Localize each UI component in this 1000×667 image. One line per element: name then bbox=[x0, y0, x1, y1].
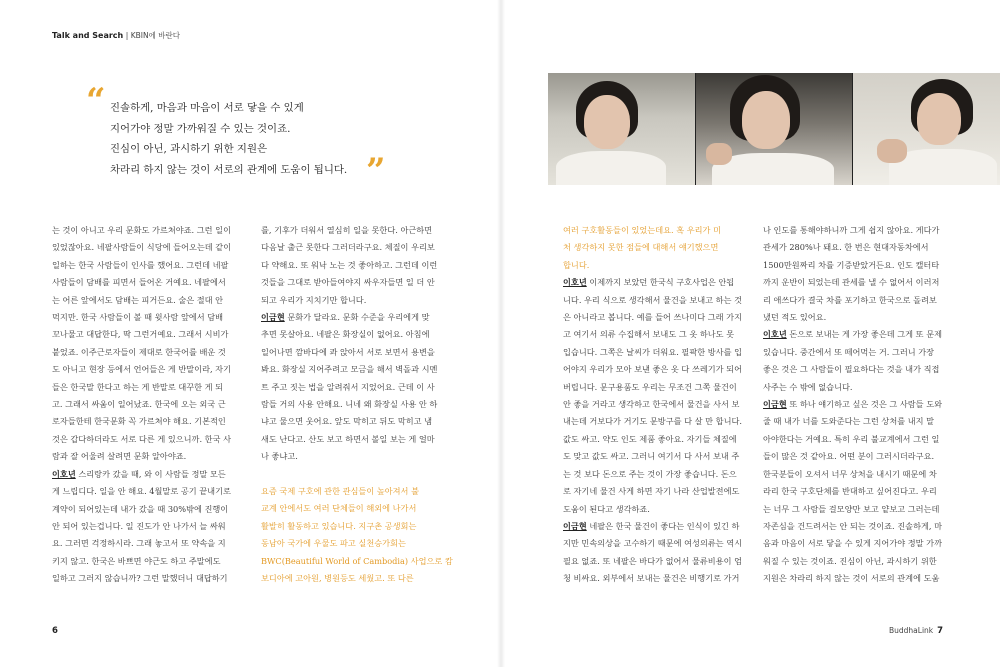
running-head bbox=[52, 30, 180, 41]
speaker-text: 스리랑카 갔을 때, 와 이 사람들 정말 모든 bbox=[75, 468, 226, 479]
body-text-line: 어야지 우리가 모아 보낸 좋은 옷 다 쓰레기가 되어 bbox=[563, 364, 743, 375]
interviewer-question-line: 교계 안에서도 여러 단체들이 해외에 나가서 bbox=[261, 503, 417, 514]
section-subtitle: | KBIN에 바란다 bbox=[125, 31, 180, 40]
body-text-line: 사주는 수 밖에 없습니다. bbox=[763, 381, 853, 392]
body-text-line: 도 아니고 현장 등에서 언어들은 게 반말이라, 자기 bbox=[52, 364, 232, 375]
speaker-name: 이호년 bbox=[52, 468, 76, 479]
body-text-line: 리 애쓰다가 결국 차를 포기하고 한국으로 돌려보 bbox=[763, 294, 937, 305]
interviewer-question-line: 처 생각하지 못한 점들에 대해서 얘기했으면 bbox=[563, 242, 719, 253]
body-text-line: 붙었죠. 이주근로자들이 제대로 한국어를 배운 것 bbox=[52, 346, 226, 357]
body-text-line: 로자들한테 한국문화 꼭 가르쳐야 해요. 기본적인 bbox=[52, 416, 226, 427]
body-text-line: 좋은 것은 그 사람들이 필요하다는 것을 내가 직접 bbox=[763, 364, 940, 375]
interviewer-question-line: 합니다. bbox=[563, 259, 590, 270]
body-text-line: 는 너무 그 사람들 걸모양만 보고 얕보고 그러는데 bbox=[763, 503, 940, 514]
pull-quote-line: 차라리 하지 않는 것이 서로의 관계에 도움이 됩니다. bbox=[110, 163, 348, 176]
interview-photo-strip bbox=[548, 73, 1000, 185]
pull-quote bbox=[82, 81, 402, 191]
body-text-line: 1500만원짜리 차를 기증받았거든요. 인도 캘터타 bbox=[763, 259, 940, 270]
body-text-line: 계약이 되어있는데 내가 갔을 때 30%밖에 진행이 bbox=[52, 503, 229, 514]
body-text-line: 관세가 280%나 돼요. 한 번은 현대자동차에서 bbox=[763, 242, 929, 253]
text-column-4 bbox=[763, 222, 981, 588]
body-text-line: 입습니다. 그쪽은 날씨가 더워요. 필팍한 방사를 입 bbox=[563, 346, 743, 357]
body-text-line: 한국분들이 오셔서 너무 상처을 내시기 때문에 차 bbox=[763, 468, 937, 479]
pull-quote-line: 진솔하게, 마음과 마음이 서로 닿을 수 있게 bbox=[110, 102, 304, 114]
interviewer-question-line: 요즘 국제 구호에 관한 관심들이 높아져서 불 bbox=[261, 486, 419, 497]
body-text-line: 새도 난다고. 산도 보고 하면서 볼일 보는 게 얼마 bbox=[261, 433, 435, 444]
body-text-line: 되고 우리가 지치기만 합니다. bbox=[261, 294, 367, 305]
body-text-line: 람들 거의 사용 안해요. 니네 왜 화장실 사용 안 하 bbox=[261, 399, 438, 410]
paragraph-gap bbox=[261, 466, 479, 483]
body-text-line: 다 약해요. 또 워낙 노는 것 좋아하고. 그런데 이런 bbox=[261, 259, 438, 270]
speaker-name: 이호년 bbox=[763, 329, 787, 340]
pull-quote-line: 지어가야 정말 가까워질 수 있는 것이죠. bbox=[110, 122, 291, 135]
face-shape bbox=[917, 93, 961, 145]
magazine-brand: BuddhaLink bbox=[889, 626, 934, 635]
open-quote-icon: “ bbox=[86, 81, 106, 121]
body-text-line: 사람들이 담배를 피면서 들어온 거예요. 네팔에서 bbox=[52, 277, 226, 288]
speaker-text: 이제까지 보았던 한국식 구호사업은 안됩 bbox=[586, 277, 735, 288]
body-text-line: 나 좋냐고. bbox=[261, 451, 298, 462]
body-text-line: 것은 갑다하더라도 서로 다른 게 있으니까. 한국 사 bbox=[52, 433, 232, 444]
speaker-line bbox=[261, 309, 479, 326]
folio-right bbox=[889, 626, 943, 636]
body-text-line: 안 되어 있는겁니다. 일 진도가 안 나가서 늘 싸워 bbox=[52, 520, 226, 531]
body-text-line: 자존심을 건드려서는 안 되는 것이죠. 진솔하게, 마 bbox=[763, 520, 943, 531]
text-column-1 bbox=[52, 222, 270, 588]
speaker-name: 이호년 bbox=[563, 277, 587, 288]
speaker-text: 문화가 달라요. 문화 수준을 우리에게 맞 bbox=[284, 312, 430, 323]
interviewee-photo bbox=[853, 73, 1000, 185]
body-text-line: 추면 못살아요. 네팔은 화장실이 없어요. 아침에 bbox=[261, 329, 430, 340]
body-text-line: 내는데 거보다가 거기도 문방구를 다 살 만 합니다. bbox=[563, 416, 743, 427]
speaker-text: 네팔은 한국 물건이 좋다는 인식이 있긴 하 bbox=[586, 520, 740, 531]
body-text-line: 버립니다. 문구용품도 우리는 무조건 그쪽 물건이 bbox=[563, 381, 737, 392]
body-text-line: 도 맞고 값도 싸고. 그러니 여기서 다 사서 보내 주 bbox=[563, 451, 740, 462]
body-text-line: 있었잖아요. 네팔사람들이 식당에 들어오는데 같이 bbox=[52, 242, 232, 253]
body-text-line: 요. 그러면 걱정하시라. 그래 놓고서 또 약속을 지 bbox=[52, 538, 226, 549]
speaker-line bbox=[763, 396, 981, 413]
speaker-name: 이금현 bbox=[763, 399, 787, 410]
speaker-text: 돈으로 보내는 게 가장 좋은데 그게 또 문제 bbox=[786, 329, 943, 340]
body-text-line: 청 비싸요. 외부에서 보내는 물건은 비행기로 가거 bbox=[563, 573, 740, 584]
face-shape bbox=[584, 95, 630, 149]
shirt-shape bbox=[556, 151, 666, 185]
body-text-line: 는 것 보다 돈으로 주는 것이 가장 좋습니다. 돈으 bbox=[563, 468, 737, 479]
speaker-line bbox=[52, 466, 270, 483]
interviewee-photo bbox=[548, 73, 695, 185]
close-quote-icon: ” bbox=[366, 151, 386, 191]
body-text-line: 은 아니라고 봅니다. 예를 들어 쓰나미다 그래 가지 bbox=[563, 312, 743, 323]
body-text-line: 를, 기후가 더워서 열심히 일을 못한다. 아근하면 bbox=[261, 225, 433, 235]
body-text-line: 고 여기서 의류 수집해서 보내도 그 옷 하나도 못 bbox=[563, 329, 735, 340]
pull-quote-text bbox=[110, 98, 347, 180]
body-text-line: 키지 않고. 한국은 바쁘면 야근도 하고 주말에도 bbox=[52, 555, 221, 566]
body-text-line: 까지 운반이 되었는데 관세를 낼 수 없어서 이러저 bbox=[763, 277, 940, 288]
body-text-line: 꼬나물고 대답한다, 딱 그런거예요. 그래서 시비가 bbox=[52, 329, 229, 340]
body-text-line: 음과 마음이 서로 닿을 수 있게 지어가야 정말 가까 bbox=[763, 538, 943, 549]
page-number-right: 7 bbox=[937, 626, 944, 636]
interviewer-question-line: BWC(Beautiful World of Cambodia) 사업으로 캄 bbox=[261, 555, 453, 566]
body-text-line: 고. 그래서 싸움이 일어났죠. 한국에 오는 외국 근 bbox=[52, 399, 226, 410]
speaker-line bbox=[563, 274, 781, 291]
pull-quote-line: 진심이 아닌, 과시하기 위한 지원은 bbox=[110, 143, 268, 155]
body-text-line: 있습니다. 중간에서 또 떼어먹는 거. 그러니 가장 bbox=[763, 346, 935, 357]
body-text-line: 것들을 그대로 받아들여야지 싸우자들면 일 더 안 bbox=[261, 277, 435, 288]
body-text-line: 아야한다는 거예요. 특히 우리 불교계에서 그런 일 bbox=[763, 433, 940, 444]
body-text-line: 트 주고 짓는 법을 알려줘서 지었어요. 근데 이 사 bbox=[261, 381, 435, 392]
speaker-line bbox=[563, 518, 781, 535]
body-text-line: 도움이 된다고 생각하죠. bbox=[563, 503, 650, 514]
hand-shape bbox=[877, 139, 907, 163]
interviewer-question-line: 동남아 국가에 우물도 파고 실천승가회는 bbox=[261, 538, 406, 549]
body-text-line: 나 인도를 통해야하니까 그게 쉽지 않아요. 게다가 bbox=[763, 225, 940, 235]
body-text-line: 다음날 출근 못한다 그러더라구요. 체질이 우리보 bbox=[261, 242, 435, 253]
section-title: Talk and Search bbox=[52, 31, 124, 40]
body-text-line: 는 것이 아니고 우리 문화도 가르쳐야죠. 그런 일이 bbox=[52, 225, 232, 235]
body-text-line: 들이 많은 것 같아요. 어떤 분이 그러시더라구요. bbox=[763, 451, 935, 462]
body-text-line: 라리 한국 구호단체를 반대하고 싶어진다고. 우리 bbox=[763, 486, 937, 497]
body-text-line: 일어나면 깜바다에 콰 앉아서 서로 보면서 용변을 bbox=[261, 346, 435, 357]
body-text-line: 지만 민속의상을 고수하기 때문에 여성의류는 역시 bbox=[563, 538, 743, 549]
interviewer-question-line: 여러 구호활동들이 있었는데요. 혹 우리가 미 bbox=[563, 225, 721, 235]
body-text-line: 람과 잘 어울려 살려면 문화 알아야죠. bbox=[52, 451, 187, 462]
interviewee-photo bbox=[696, 73, 852, 185]
face-shape bbox=[742, 91, 790, 149]
body-text-line: 로 자기네 물건 사게 하면 자기 나라 산업발전에도 bbox=[563, 486, 740, 497]
body-text-line: 는 어른 앞에서도 담배는 피거든요. 술은 절대 안 bbox=[52, 294, 224, 305]
body-text-line: 안 좋을 거라고 생각하고 한국에서 물건을 사서 보 bbox=[563, 399, 740, 410]
body-text-line: 일하는 한국 사람들이 인사를 했어요. 그런데 네팔 bbox=[52, 259, 229, 270]
page-gutter bbox=[497, 0, 505, 667]
body-text-line: 지원은 차라리 하지 않는 것이 서로의 관계에 도움 bbox=[763, 573, 940, 584]
body-text-line: 냈던 적도 있어요. bbox=[763, 312, 827, 323]
body-text-line: 값도 싸고. 약도 인도 제품 좋아요. 자기들 체질에 bbox=[563, 433, 737, 444]
body-text-line: 게 느립디다. 일을 안 해요. 4월말로 공기 끝내기로 bbox=[52, 486, 231, 497]
body-text-line: 봐요. 화장실 지어주려고 모금을 해서 벽돌과 시멘 bbox=[261, 364, 438, 375]
body-text-line: 줄 때 내가 너를 도와준다는 그런 상처를 내지 말 bbox=[763, 416, 935, 427]
body-text-line: 니다. 우리 식으로 생각해서 물건을 보내고 하는 것 bbox=[563, 294, 743, 305]
body-text-line: 워질 수 있는 것이죠. 진심이 아닌, 과시하기 위한 bbox=[763, 555, 937, 566]
body-text-line: 들은 한국말 한다고 하는 게 반말로 대꾸한 게 되 bbox=[52, 381, 224, 392]
speaker-line bbox=[763, 326, 981, 343]
page-number-left: 6 bbox=[52, 626, 58, 636]
speaker-name: 이금현 bbox=[261, 312, 285, 323]
speaker-text: 또 하나 얘기하고 싶은 것은 그 사람들 도와 bbox=[786, 399, 943, 410]
body-text-line: 먹지만. 한국 사람들이 볼 때 윗사람 앞에서 담배 bbox=[52, 312, 224, 323]
text-column-3 bbox=[563, 222, 781, 588]
body-text-line: 냐고 물으면 웃어요. 앞도 막히고 뒤도 막히고 냄 bbox=[261, 416, 433, 427]
interviewer-question-line: 보디아에 고아원, 병원등도 세웠고. 또 다른 bbox=[261, 573, 414, 584]
body-text-line: 일하고 그러지 않습니까? 그런 말했더니 대답하기 bbox=[52, 573, 228, 584]
interviewer-question-line: 활발히 활동하고 있습니다. 지구촌 공생회는 bbox=[261, 520, 417, 531]
body-text-line: 필요 없죠. 또 네팔은 바다가 없어서 물류비용이 엄 bbox=[563, 555, 743, 566]
speaker-name: 이금현 bbox=[563, 520, 587, 531]
text-column-2 bbox=[261, 222, 479, 588]
hand-shape bbox=[706, 143, 732, 165]
